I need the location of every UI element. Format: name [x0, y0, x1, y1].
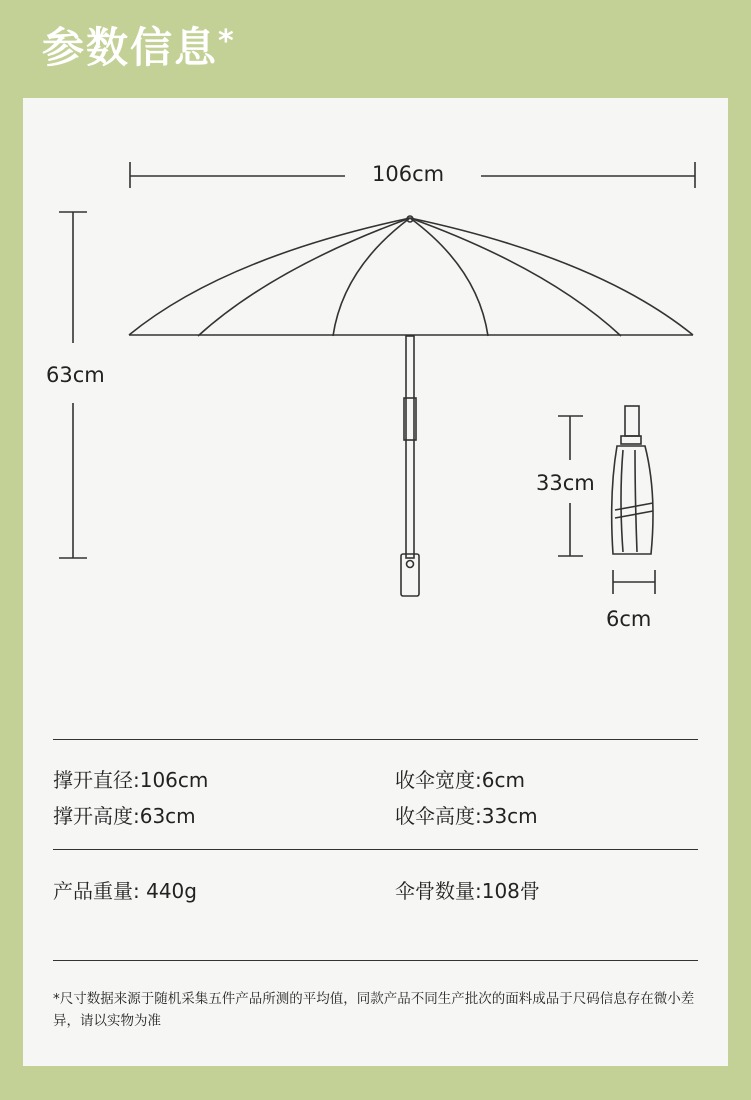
- spec-open-height: 撑开高度:63cm: [53, 804, 196, 828]
- canopy-rib-1: [198, 218, 410, 336]
- spec-open-diameter: 撑开直径:106cm: [53, 768, 209, 792]
- page-title: [42, 18, 236, 78]
- canopy-outline: [129, 218, 693, 335]
- spec-folded-height: 收伞高度:33cm: [395, 804, 538, 828]
- canopy-rib-4: [410, 218, 621, 336]
- canopy-rib-2: [333, 218, 410, 336]
- spec-ribs: 伞骨数量:108骨: [395, 879, 540, 903]
- folded-width-label: 6cm: [606, 607, 652, 631]
- folded-collar: [621, 436, 641, 444]
- folded-handle: [625, 406, 639, 436]
- umbrella-shaft: [406, 336, 414, 558]
- title-text: 参数信息: [42, 23, 219, 72]
- folded-fold-1: [621, 450, 623, 552]
- folded-height-label: 33cm: [536, 471, 595, 495]
- folded-fold-2: [635, 450, 637, 552]
- open-width-label: 106cm: [372, 162, 445, 186]
- spec-card: [23, 98, 728, 1066]
- spec-folded-width: 收伞宽度:6cm: [395, 768, 525, 792]
- disclaimer-note: *尺寸数据来源于随机采集五件产品所测的平均值，同款产品不同生产批次的面料成品于尺码信息存在微小差异，请以实物为准: [53, 991, 695, 1029]
- handle-button: [407, 561, 414, 568]
- divider-bottom: [53, 960, 698, 961]
- spec-weight: 产品重量: 440g: [53, 879, 197, 903]
- divider-middle: [53, 849, 698, 850]
- canopy-rib-3: [410, 218, 488, 336]
- title-star: *: [218, 24, 236, 59]
- folded-canopy: [612, 446, 653, 554]
- open-height-label: 63cm: [46, 363, 105, 387]
- divider-top: [53, 739, 698, 740]
